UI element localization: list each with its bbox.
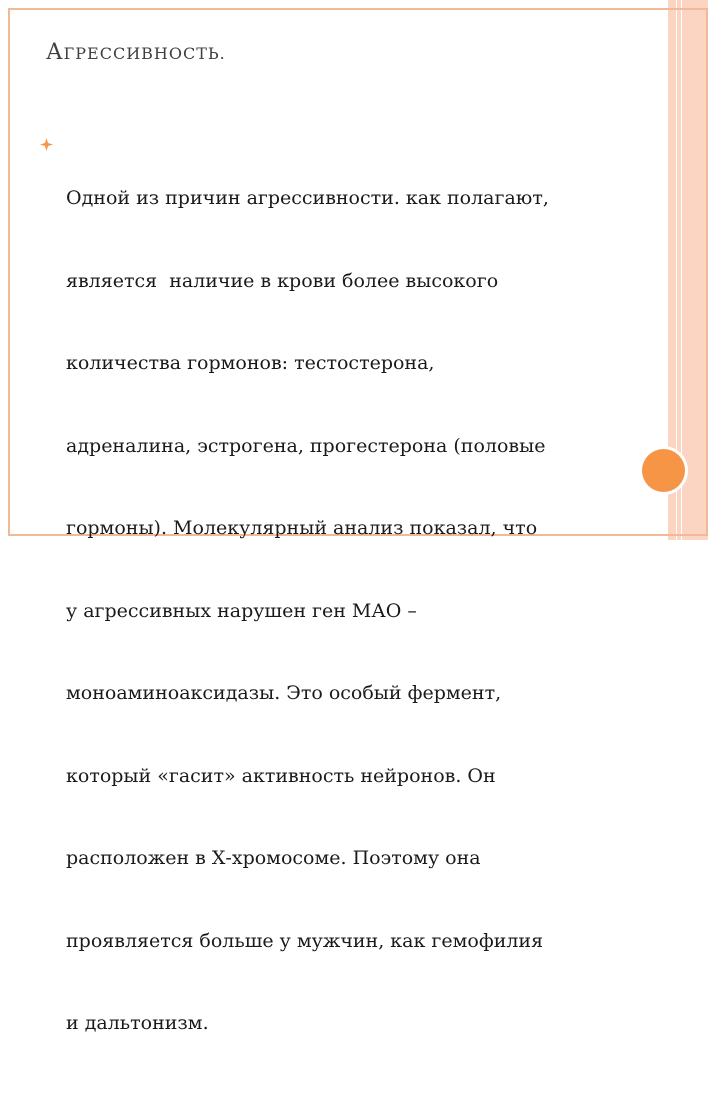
title-rest: ГРЕССИВНОСТЬ. — [63, 44, 226, 63]
bullet-line: гормоны). Молекулярный анализ показал, что — [66, 517, 538, 539]
title-initial: А — [46, 40, 64, 65]
bullet-line: адреналина, эстрогена, прогестерона (половые — [66, 434, 546, 457]
bullet-line: который «гасит» активность нейронов. Он — [66, 764, 496, 787]
bullet-line: расположен в Х-хромосоме. Поэтому она — [66, 847, 481, 869]
bullet-line: Одной из причин агрессивности. как полагают, — [66, 187, 549, 209]
bullet-line: у агрессивных нарушен ген МАО – — [66, 599, 417, 622]
bullet-line: является наличие в крови более высокого — [66, 269, 499, 292]
bullet-line: и дальтонизм. — [66, 1012, 209, 1034]
bullet-line: количества гормонов: тестостерона, — [66, 352, 435, 374]
bullet-line: моноаминоаксидазы. Это особый фермент, — [66, 682, 502, 704]
slide-title — [46, 40, 226, 65]
bullet-text — [66, 130, 626, 1093]
bullet-line: проявляется больше у мужчин, как гемофилия — [66, 929, 544, 952]
bullet-icon — [40, 138, 53, 151]
orange-circle-decoration — [642, 449, 685, 492]
